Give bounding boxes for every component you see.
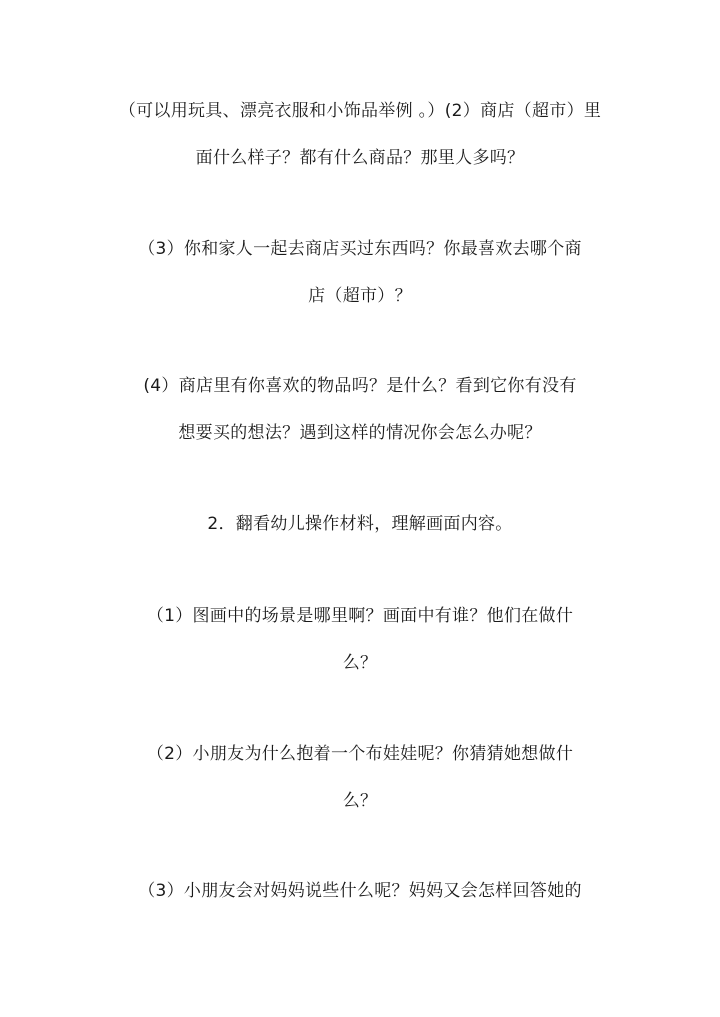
text-line-6: 想要买的想法？遇到这样的情况你会怎么办呢？ <box>178 423 542 443</box>
text-line-4: 店（超市）？ <box>308 286 412 306</box>
text-line-11: 么？ <box>342 791 378 811</box>
text-line-8: （1）图画中的场景是哪里啊？画面中有谁？他们在做什 <box>146 606 574 626</box>
text-line-9: 么？ <box>342 653 378 673</box>
text-line-12: （3）小朋友会对妈妈说些什么呢？妈妈又会怎样回答她的 <box>138 881 582 901</box>
text-line-2: 面什么样子？都有什么商品？那里人多吗？ <box>195 148 525 168</box>
text-line-1: （可以用玩具、漂亮衣服和小饰品举例 。）(2）商店（超市）里 <box>118 101 602 121</box>
text-line-7: 2．翻看幼儿操作材料，理解画面内容。 <box>207 514 513 534</box>
text-line-10: （2）小朋友为什么抱着一个布娃娃呢？你猜猜她想做什 <box>146 744 574 764</box>
text-line-3: （3）你和家人一起去商店买过东西吗？你最喜欢去哪个商 <box>138 239 582 259</box>
text-line-5: (4）商店里有你喜欢的物品吗？是什么？看到它你有没有 <box>143 376 577 396</box>
